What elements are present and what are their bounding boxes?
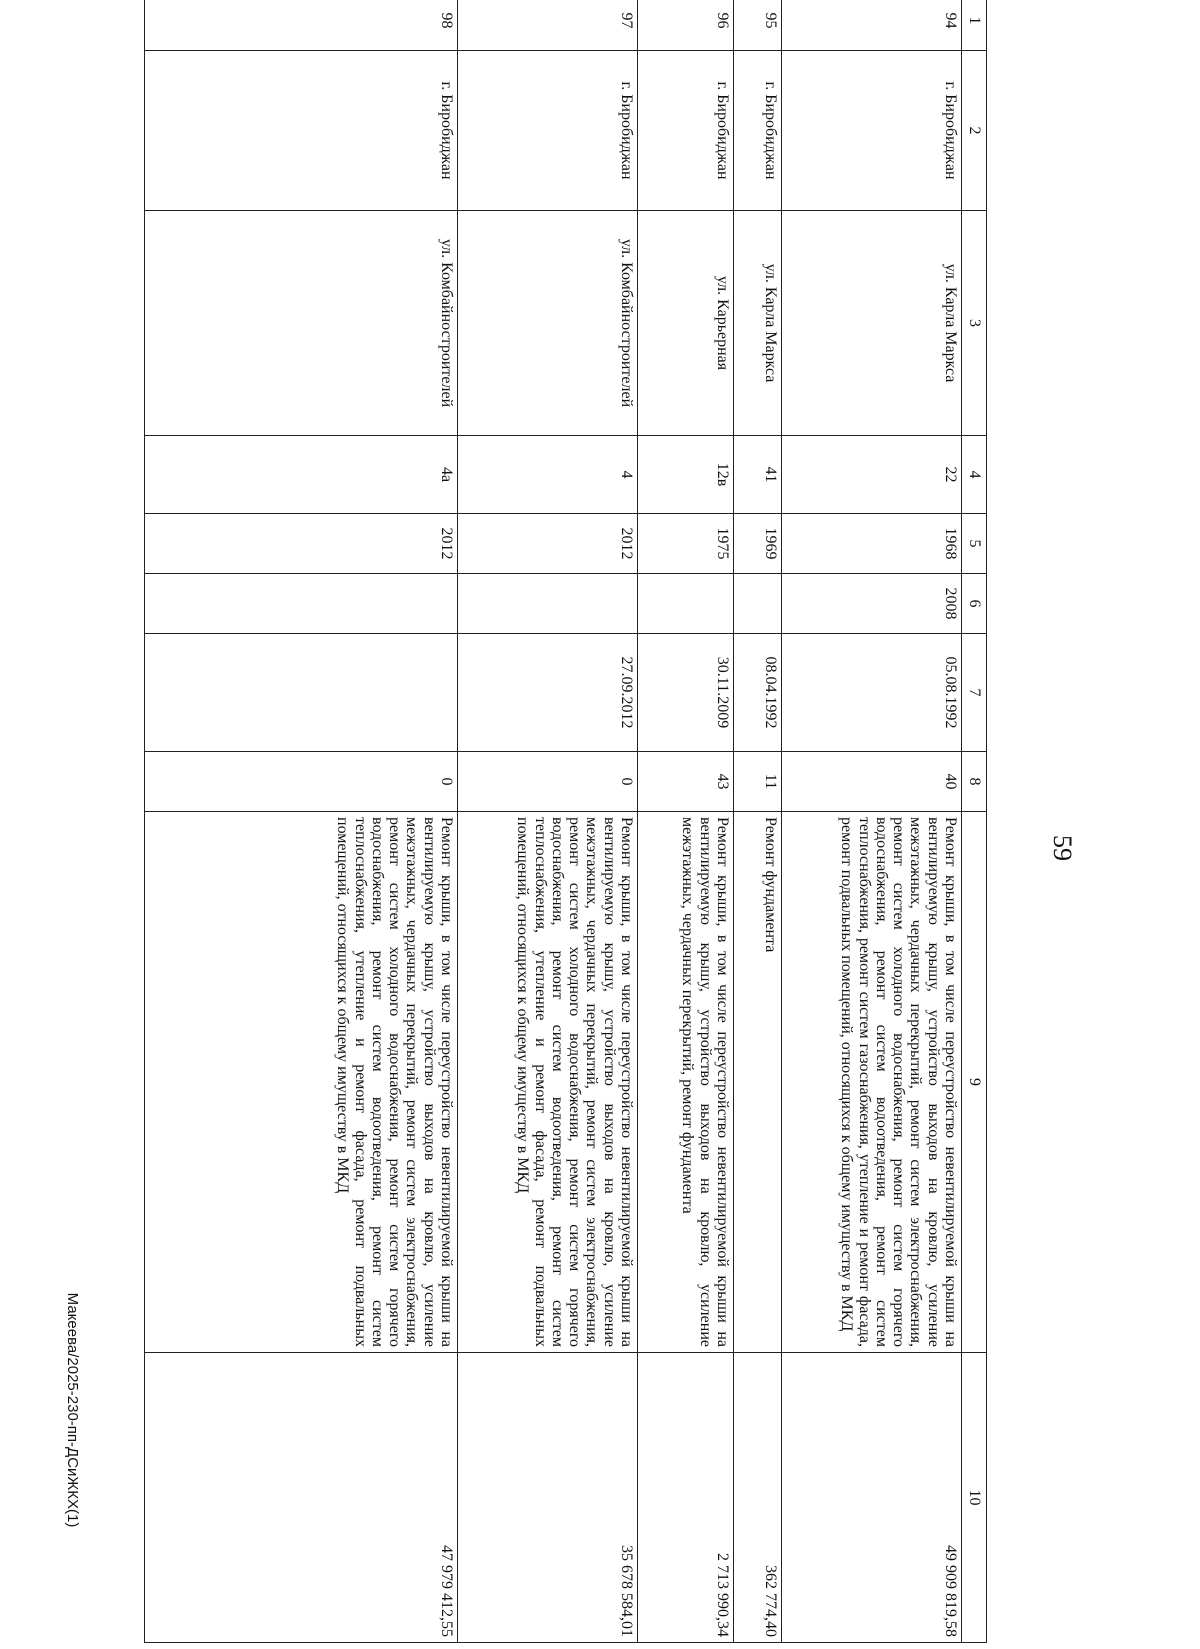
table-row xyxy=(733,0,781,1642)
percent-cell: 11 xyxy=(733,751,781,811)
date-cell: 05.08.1992 xyxy=(781,633,961,751)
year-repair-cell xyxy=(733,573,781,633)
document-table-wrapper xyxy=(113,12,983,1637)
cost-cell: 362 774,40 xyxy=(733,1352,781,1642)
year-built-cell: 1968 xyxy=(781,513,961,573)
column-number: 1 xyxy=(961,0,986,50)
percent-cell: 43 xyxy=(637,751,733,811)
percent-cell: 40 xyxy=(781,751,961,811)
works-cell: Ремонт крыши, в том числе переустройство невентилируемой крыши на вентилируемую крышу, устройство выходов на кровлю, усиление межэтажных, чердачных перекрытий, ремонт систем электроснабжения, ремонт систем холодного водоснабжения, ремонт систем горячего водоснабжения, ремонт систем водоотведения, ремонт систем теплоснабжения, утепление и ремонт фасада, ремонт подвальных помещений, относящихся к общему имуществу в МКД xyxy=(144,811,457,1352)
table-row xyxy=(144,0,457,1642)
row-number-cell: 96 xyxy=(637,0,733,50)
row-number-cell: 94 xyxy=(781,0,961,50)
street-cell: ул. Комбайностроителей xyxy=(457,210,637,435)
street-cell: ул. Комбайностроителей xyxy=(144,210,457,435)
city-cell: г. Биробиджан xyxy=(733,50,781,210)
date-cell: 30.11.2009 xyxy=(637,633,733,751)
page-number: 59 xyxy=(1048,835,1077,861)
street-cell: ул. Карла Маркса xyxy=(781,210,961,435)
column-number: 3 xyxy=(961,210,986,435)
column-number: 5 xyxy=(961,513,986,573)
year-built-cell: 2012 xyxy=(144,513,457,573)
works-cell: Ремонт фундамента xyxy=(733,811,781,1352)
column-number: 7 xyxy=(961,633,986,751)
table-row xyxy=(457,0,637,1642)
row-number-cell: 95 xyxy=(733,0,781,50)
year-repair-cell xyxy=(457,573,637,633)
year-built-cell: 2012 xyxy=(457,513,637,573)
house-cell: 22 xyxy=(781,435,961,513)
row-number-cell: 97 xyxy=(457,0,637,50)
year-built-cell: 1975 xyxy=(637,513,733,573)
cost-cell: 2 713 990,34 xyxy=(637,1352,733,1642)
percent-cell: 0 xyxy=(144,751,457,811)
column-number: 2 xyxy=(961,50,986,210)
house-cell: 4 xyxy=(457,435,637,513)
year-built-cell: 1969 xyxy=(733,513,781,573)
city-cell: г. Биробиджан xyxy=(781,50,961,210)
works-cell: Ремонт крыши, в том числе переустройство невентилируемой крыши на вентилируемую крышу, устройство выходов на кровлю, усиление межэтажных, чердачных перекрытий, ремонт систем электроснабжения, ремонт систем холодного водоснабжения, ремонт систем горячего водоснабжения, ремонт систем водоотведения, ремонт систем теплоснабжения, утепление и ремонт фасада, ремонт подвальных помещений, относящихся к общему имуществу в МКД xyxy=(457,811,637,1352)
works-cell: Ремонт крыши, в том числе переустройство невентилируемой крыши на вентилируемую крышу, устройство выходов на кровлю, усиление межэтажных, чердачных перекрытий, ремонт систем электроснабжения, ремонт систем холодного водоснабжения, ремонт систем горячего водоснабжения, ремонт систем водоотведения, ремонт систем теплоснабжения, ремонт систем газоснабжения, утепление и ремонт фасада, ремонт подвальных помещений, относящихся к общему имуществу в МКД xyxy=(781,811,961,1352)
table-row xyxy=(637,0,733,1642)
column-number: 10 xyxy=(961,1352,986,1642)
column-number: 8 xyxy=(961,751,986,811)
percent-cell: 0 xyxy=(457,751,637,811)
column-number: 4 xyxy=(961,435,986,513)
year-repair-cell: 2008 xyxy=(781,573,961,633)
date-cell: 27.09.2012 xyxy=(457,633,637,751)
date-cell: 08.04.1992 xyxy=(733,633,781,751)
city-cell: г. Биробиджан xyxy=(144,50,457,210)
table-row xyxy=(781,0,961,1642)
works-cell: Ремонт крыши, в том числе переустройство невентилируемой крыши на вентилируемую крышу, устройство выходов на кровлю, усиление межэтажных, чердачных перекрытий, ремонт фундамента xyxy=(637,811,733,1352)
year-repair-cell xyxy=(144,573,457,633)
capital-repair-table xyxy=(144,0,987,1643)
column-number: 6 xyxy=(961,573,986,633)
street-cell: ул. Карла Маркса xyxy=(733,210,781,435)
date-cell xyxy=(144,633,457,751)
cost-cell: 47 979 412,55 xyxy=(144,1352,457,1642)
cost-cell: 49 909 819,58 xyxy=(781,1352,961,1642)
column-number-row xyxy=(961,0,986,1642)
city-cell: г. Биробиджан xyxy=(457,50,637,210)
house-cell: 12в xyxy=(637,435,733,513)
city-cell: г. Биробиджан xyxy=(637,50,733,210)
house-cell: 4а xyxy=(144,435,457,513)
column-number: 9 xyxy=(961,811,986,1352)
document-footer: Макеева/2025-230-пп-ДСиЖКХ(1) xyxy=(64,1292,81,1528)
street-cell: ул. Карьерная xyxy=(637,210,733,435)
row-number-cell: 98 xyxy=(144,0,457,50)
year-repair-cell xyxy=(637,573,733,633)
house-cell: 41 xyxy=(733,435,781,513)
cost-cell: 35 678 584,01 xyxy=(457,1352,637,1642)
